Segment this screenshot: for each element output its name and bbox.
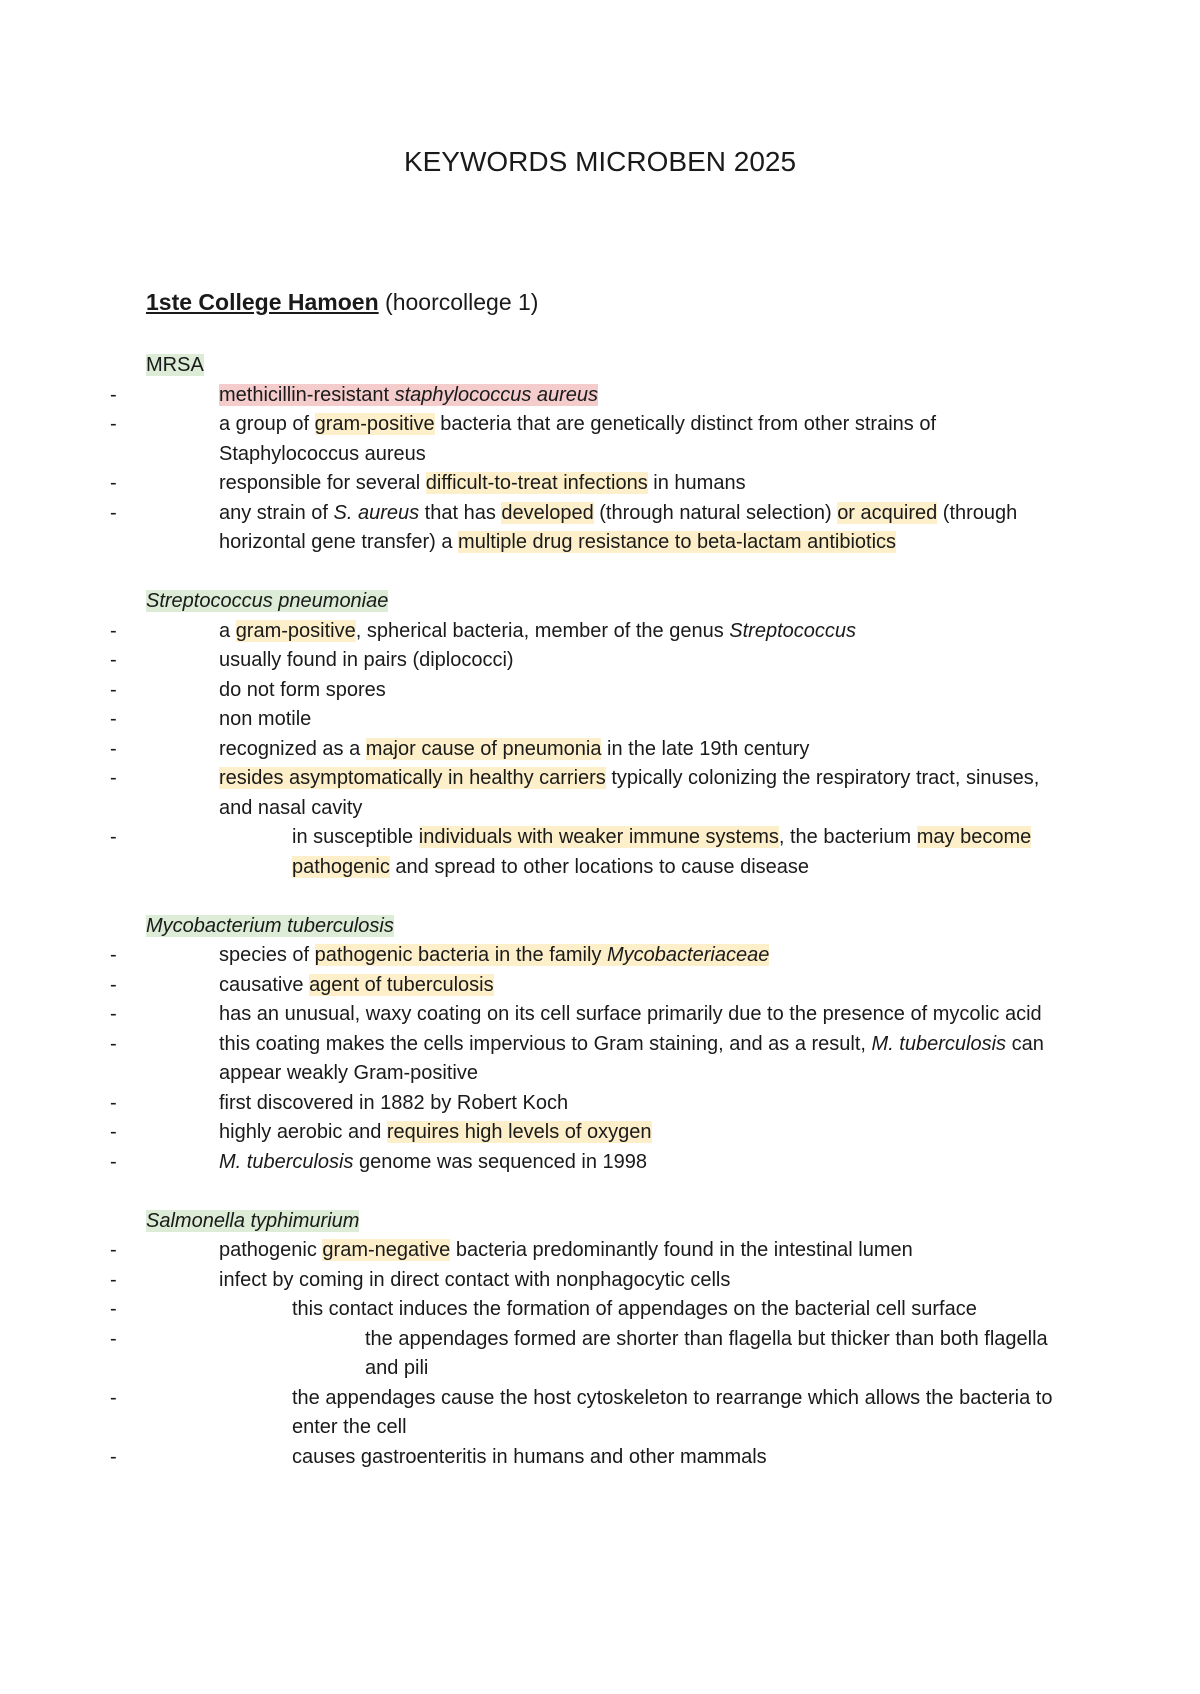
text-run: pathogenic	[219, 1239, 323, 1261]
highlighted-text: resides asymptomatically in healthy carriers	[219, 767, 606, 789]
list-item	[146, 499, 1056, 558]
list-item	[146, 764, 1056, 823]
list-item	[146, 1148, 1056, 1178]
highlighted-text: MRSA	[146, 354, 204, 376]
list-item	[146, 1266, 1056, 1296]
text-run: first discovered in 1882 by Robert Koch	[219, 1091, 569, 1114]
highlighted-text: agent of tuberculosis	[309, 973, 494, 996]
section-heading-main: 1ste College Hamoen	[146, 289, 379, 315]
list-item	[146, 469, 1056, 499]
text-run: Streptococcus	[729, 619, 856, 642]
text-run: S. aureus	[333, 501, 420, 524]
highlighted-text: individuals with weaker immune systems	[418, 826, 779, 848]
keyword-group	[146, 351, 1056, 558]
text-run: has an unusual, waxy coating on its cell surface primarily due to the presence of mycolic acid	[219, 1003, 1042, 1025]
keyword-group	[146, 912, 1056, 1178]
highlighted-text: requires high levels of oxygen	[386, 1121, 652, 1143]
text-run: a group of	[219, 413, 315, 435]
list-item	[146, 823, 1056, 882]
highlighted-text: may become pathogenic	[292, 826, 1032, 878]
list-item	[146, 1236, 1056, 1266]
list-item	[146, 971, 1056, 1001]
section-heading	[146, 287, 538, 317]
keyword-list	[146, 381, 1056, 558]
highlighted-text: Mycobacteriaceae	[607, 944, 770, 966]
list-item	[146, 735, 1056, 765]
document-body	[146, 351, 1056, 1502]
highlighted-text: difficult-to-treat infections	[425, 472, 648, 494]
text-run: species of	[219, 944, 315, 966]
text-run: in humans	[647, 472, 746, 494]
list-item	[146, 1030, 1056, 1089]
text-run: highly aerobic and	[219, 1121, 387, 1143]
list-item	[146, 705, 1056, 735]
text-run: genome was sequenced in 1998	[353, 1150, 648, 1173]
keyword-title	[146, 912, 1056, 942]
list-item	[146, 1325, 1056, 1384]
list-item	[146, 381, 1056, 411]
highlighted-text: staphylococcus aureus	[394, 383, 599, 406]
text-run: this coating makes the cells impervious to Gram staining, and as a result,	[219, 1032, 872, 1055]
list-item	[146, 676, 1056, 706]
text-run: the appendages formed are shorter than flagella but thicker than both flagella and pili	[365, 1327, 1048, 1379]
text-run: this contact induces the formation of appendages on the bacterial cell surface	[292, 1298, 977, 1320]
highlighted-text: Streptococcus pneumoniae	[146, 590, 389, 612]
list-item	[146, 646, 1056, 676]
keyword-list	[146, 617, 1056, 883]
highlighted-text: Salmonella typhimurium	[146, 1209, 360, 1232]
text-run: M. tuberculosis	[871, 1032, 1007, 1055]
text-run: (through horizontal gene transfer) a	[219, 501, 1018, 553]
text-run: can appear weakly Gram-positive	[219, 1032, 1044, 1084]
highlighted-text: Mycobacterium tuberculosis	[146, 914, 394, 937]
keyword-group	[146, 587, 1056, 882]
text-run: that has	[419, 501, 502, 524]
text-run: bacteria that are genetically distinct from other strains of Staphylococcus aureus	[219, 413, 937, 465]
list-item	[146, 1295, 1056, 1325]
list-item	[146, 1118, 1056, 1148]
section-heading-sub: (hoorcollege 1)	[378, 289, 539, 315]
text-run: bacteria predominantly found in the intestinal lumen	[450, 1239, 913, 1261]
text-run: do not form spores	[219, 678, 386, 701]
highlighted-text: methicillin-resistant	[219, 383, 395, 406]
text-run: , spherical bacteria, member of the genus	[355, 619, 730, 642]
text-run: recognized as a	[219, 737, 366, 760]
text-run: in the late 19th century	[601, 737, 810, 760]
text-run: a	[219, 619, 236, 642]
text-run: any strain of	[219, 501, 334, 524]
list-item	[146, 1000, 1056, 1030]
keyword-list	[146, 1236, 1056, 1472]
list-item	[146, 1384, 1056, 1443]
list-item	[146, 941, 1056, 971]
keyword-title	[146, 587, 1056, 617]
text-run: usually found in pairs (diplococci)	[219, 649, 514, 671]
list-item	[146, 1443, 1056, 1473]
keyword-group	[146, 1207, 1056, 1473]
keyword-title	[146, 351, 1056, 381]
text-run: typically colonizing the respiratory tract, sinuses, and nasal cavity	[219, 767, 1040, 819]
text-run: causative	[219, 973, 310, 996]
text-run: the appendages cause the host cytoskeleton to rearrange which allows the bacteria to enter the cell	[292, 1386, 1053, 1438]
highlighted-text: major cause of pneumonia	[365, 737, 602, 760]
text-run: M. tuberculosis	[219, 1150, 354, 1173]
text-run: , the bacterium	[778, 826, 917, 848]
keyword-title	[146, 1207, 1056, 1237]
list-item	[146, 617, 1056, 647]
text-run: non motile	[219, 708, 312, 730]
list-item	[146, 1089, 1056, 1119]
highlighted-text: gram-negative	[322, 1239, 451, 1261]
highlighted-text: gram-positive	[235, 619, 356, 642]
highlighted-text: developed	[501, 501, 594, 524]
list-item	[146, 410, 1056, 469]
text-run: and spread to other locations to cause disease	[389, 855, 810, 878]
text-run: (through natural selection)	[593, 501, 838, 524]
highlighted-text: multiple drug resistance to beta-lactam antibiotics	[458, 531, 897, 553]
keyword-list	[146, 941, 1056, 1177]
text-run: causes gastroenteritis in humans and other mammals	[292, 1445, 767, 1468]
highlighted-text: or acquired	[837, 501, 938, 524]
highlighted-text: gram-positive	[314, 413, 435, 435]
text-run: in susceptible	[292, 826, 419, 848]
text-run: infect by coming in direct contact with nonphagocytic cells	[219, 1268, 731, 1291]
page-title: KEYWORDS MICROBEN 2025	[403, 146, 797, 177]
text-run: responsible for several	[219, 472, 426, 494]
highlighted-text: pathogenic bacteria in the family	[314, 944, 608, 966]
